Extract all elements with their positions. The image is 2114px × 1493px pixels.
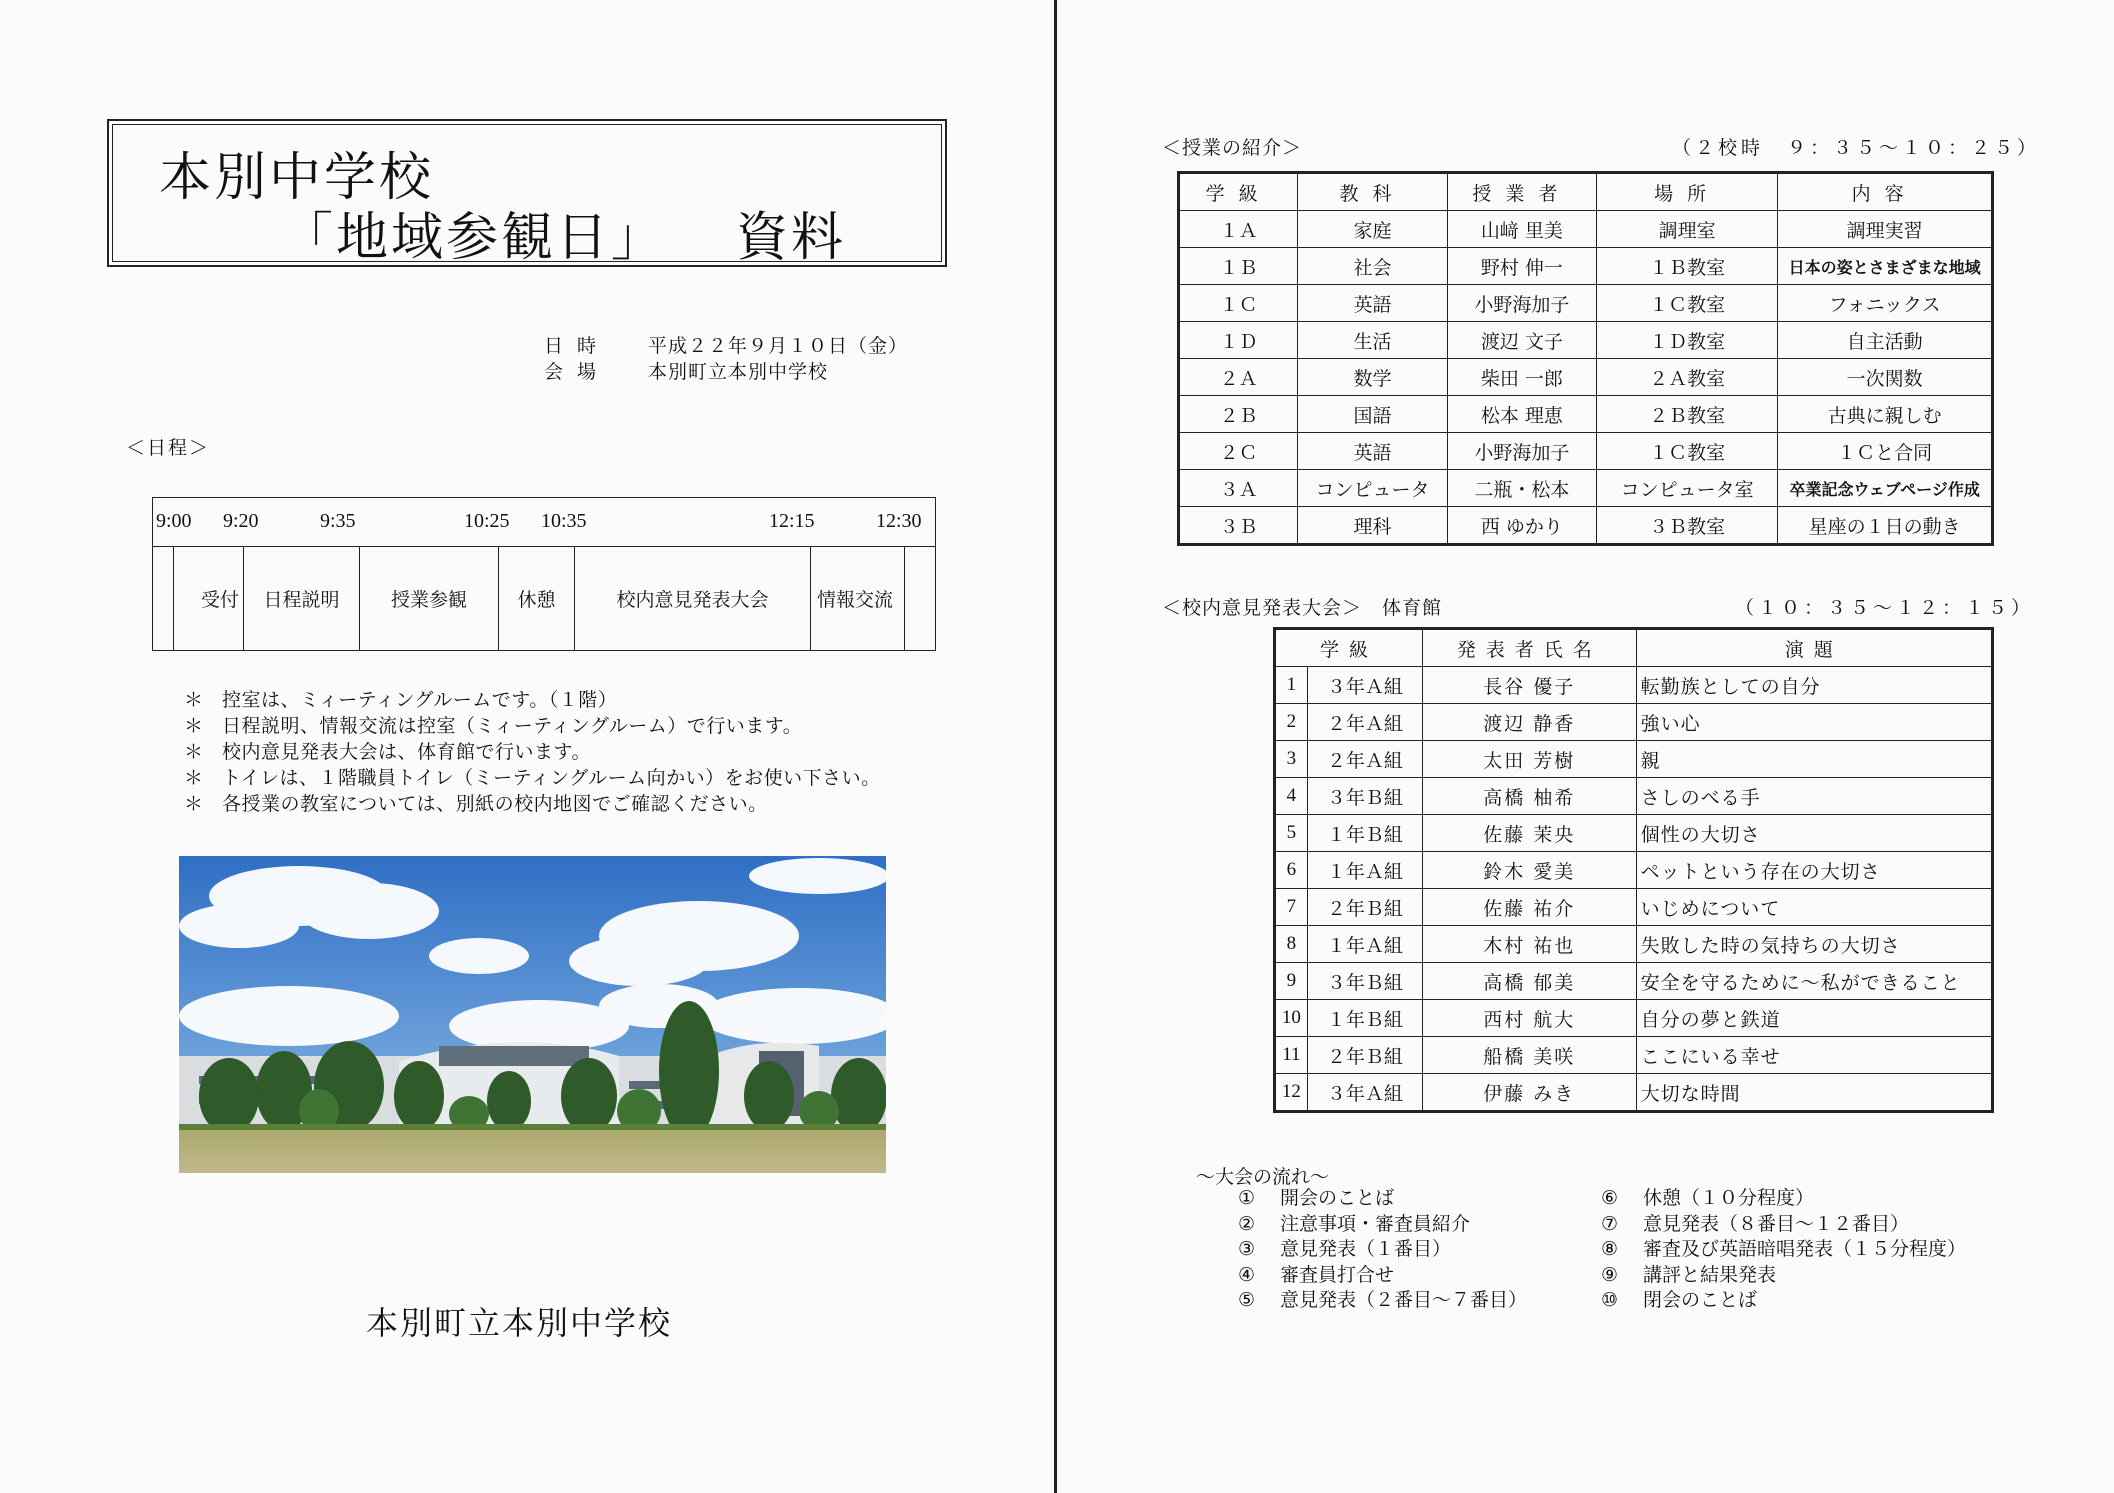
table-row: 8 １年Ａ組 木村 祐也 失敗した時の気持ちの大切さ: [1275, 926, 1993, 963]
note-item: ＊ 各授業の教室については、別紙の校内地図でご確認ください。: [184, 793, 768, 815]
title-box: [107, 119, 947, 267]
school-building-photo: [179, 856, 886, 1173]
table-row: 9 ３年Ｂ組 高橋 郁美 安全を守るために〜私ができること: [1275, 963, 1993, 1000]
schedule-end-tick: [904, 546, 905, 650]
schedule-times: [153, 498, 935, 547]
table-row: ３Ａ コンピュータ 二瓶・松本 コンピュータ室 卒業記念ウェブページ作成: [1179, 470, 1993, 507]
event-meta: [544, 333, 908, 385]
lessons-heading: ＜授業の紹介＞: [1162, 137, 1303, 159]
notes-list: [184, 687, 881, 817]
note-item: ＊ 控室は、ミィーティングルームです。（１階）: [184, 689, 618, 711]
table-row: 6 １年Ａ組 鈴木 愛美 ペットという存在の大切さ: [1275, 852, 1993, 889]
table-row: 3 ２年Ａ組 太田 芳樹 親: [1275, 741, 1993, 778]
list-item: ⑤ 意見発表（２番目〜７番目）: [1238, 1289, 1528, 1311]
title-event: [281, 195, 846, 270]
table-row: 10 １年Ｂ組 西村 航大 自分の夢と鉄道: [1275, 1000, 1993, 1037]
schedule-time: 12:15: [769, 510, 815, 532]
list-item: ⑧ 審査及び英語暗唱発表（１５分程度）: [1601, 1238, 1967, 1260]
schedule-heading: ＜日程＞: [126, 437, 211, 459]
table-row: １Ｃ 英語 小野海加子 １Ｃ教室 フォニックス: [1179, 285, 1993, 322]
venue-label: 会場: [544, 361, 611, 383]
schedule-timeline: [152, 497, 936, 651]
col-teacher: 授業者: [1447, 173, 1596, 211]
table-row: 4 ３年Ｂ組 高橋 柚希 さしのべる手: [1275, 778, 1993, 815]
table-row: 11 ２年Ｂ組 船橋 美咲 ここにいる幸せ: [1275, 1037, 1993, 1074]
list-item: ⑩ 閉会のことば: [1601, 1289, 1758, 1311]
table-row: １Ａ 家庭 山﨑 里美 調理室 調理実習: [1179, 211, 1993, 248]
speech-header-row: [1275, 629, 1993, 667]
col-place: 場所: [1596, 173, 1777, 211]
list-item: ③ 意見発表（１番目）: [1238, 1238, 1452, 1260]
col-class: 学級: [1275, 629, 1423, 667]
venue-value: 本別町立本別中学校: [648, 361, 829, 383]
school-name-footer: 本別町立本別中学校: [366, 1304, 673, 1342]
schedule-time: 12:30: [876, 510, 922, 532]
list-item: ⑦ 意見発表（８番目〜１２番目）: [1601, 1212, 1910, 1235]
list-item: ⑥ 休憩（１０分程度）: [1601, 1187, 1815, 1209]
schedule-time: 10:25: [464, 510, 510, 532]
lessons-table: [1177, 171, 1994, 546]
table-row: 7 ２年Ｂ組 佐藤 祐介 いじめについて: [1275, 889, 1993, 926]
col-class: 学級: [1179, 173, 1298, 211]
table-row: 1 ３年Ａ組 長谷 優子 転勤族としての自分: [1275, 667, 1993, 704]
table-row: ２Ｂ 国語 松本 理恵 ２Ｂ教室 古典に親しむ: [1179, 396, 1993, 433]
schedule-time: 10:35: [541, 510, 587, 532]
table-row: ３Ｂ 理科 西 ゆかり ３Ｂ教室 星座の１日の動き: [1179, 507, 1993, 545]
lessons-header-row: [1179, 173, 1993, 211]
note-item: ＊ 日程説明、情報交流は控室（ミィーティングルーム）で行います。: [184, 715, 803, 737]
segment-class-visit: 授業参観: [359, 546, 498, 650]
table-row: 5 １年Ｂ組 佐藤 茉央 個性の大切さ: [1275, 815, 1993, 852]
col-content: 内容: [1778, 173, 1993, 211]
table-row: ２Ａ 数学 柴田 一郎 ２Ａ教室 一次関数: [1179, 359, 1993, 396]
title-school: 本別中学校: [159, 148, 435, 208]
table-row: 2 ２年Ａ組 渡辺 静香 強い心: [1275, 704, 1993, 741]
title-suffix: 資料: [736, 208, 847, 268]
segment-reception: 受付: [173, 546, 243, 650]
segment-break: 休憩: [498, 546, 574, 650]
table-row: 12 ３年Ａ組 伊藤 みき 大切な時間: [1275, 1074, 1993, 1112]
table-row: １Ｂ 社会 野村 伸一 １Ｂ教室 日本の姿とさまざまな地域: [1179, 248, 1993, 285]
list-item: ① 開会のことば: [1238, 1187, 1395, 1209]
col-subject: 教科: [1298, 173, 1447, 211]
schedule-time: 9:35: [320, 510, 356, 532]
note-item: ＊ 校内意見発表大会は、体育館で行います。: [184, 741, 591, 763]
table-row: ２Ｃ 英語 小野海加子 １Ｃ教室 １Ｃと合同: [1179, 433, 1993, 470]
schedule-time: 9:20: [223, 510, 259, 532]
speech-heading: ＜校内意見発表大会＞ 体育館: [1162, 597, 1443, 619]
segment-info-exchange: 情報交流: [810, 546, 918, 650]
flow-list-left: [1238, 1186, 1527, 1314]
list-item: ⑨ 講評と結果発表: [1601, 1263, 1777, 1286]
lessons-time: （２校時 ９：３５〜１０：２５）: [1672, 137, 2041, 159]
date-value: 平成２２年９月１０日（金）: [648, 335, 909, 357]
page-divider: [1054, 0, 1057, 1493]
table-row: １Ｄ 生活 渡辺 文子 １Ｄ教室 自主活動: [1179, 322, 1993, 359]
date-label: 日時: [544, 335, 611, 357]
speech-table: [1273, 627, 1994, 1113]
segment-briefing: 日程説明: [243, 546, 359, 650]
title-event-name: 「地域参観日」: [281, 208, 667, 268]
speech-time: （１０：３５〜１２：１５）: [1735, 597, 2035, 619]
flow-title: 〜大会の流れ〜: [1196, 1166, 1330, 1188]
list-item: ② 注意事項・審査員紹介: [1238, 1212, 1471, 1235]
list-item: ④ 審査員打合せ: [1238, 1263, 1395, 1286]
col-speaker: 発表者氏名: [1422, 629, 1636, 667]
schedule-time: 9:00: [156, 510, 192, 532]
col-theme: 演題: [1636, 629, 1992, 667]
flow-list-right: [1601, 1186, 1966, 1314]
segment-speech-contest: 校内意見発表大会: [574, 546, 810, 650]
note-item: ＊ トイレは、１階職員トイレ（ミーティングルーム向かい）をお使い下さい。: [184, 767, 881, 789]
schedule-segments: [153, 546, 935, 650]
